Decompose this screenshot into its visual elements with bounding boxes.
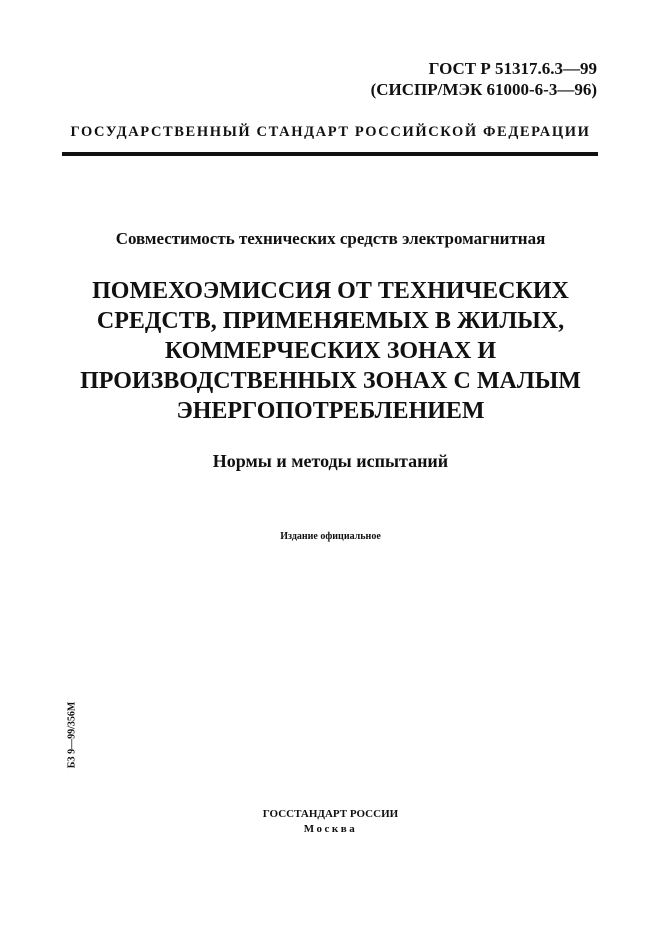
gost-number: ГОСТ Р 51317.6.3—99 [428, 59, 597, 78]
document-designation [371, 58, 597, 100]
main-title-line: СРЕДСТВ, ПРИМЕНЯЕМЫХ В ЖИЛЫХ, [96, 308, 565, 334]
publisher-city: Москва [303, 823, 358, 835]
main-title-line: ПОМЕХОЭМИССИЯ ОТ ТЕХНИЧЕСКИХ [92, 278, 569, 304]
edition-note: Издание официальное [280, 531, 381, 542]
main-title-line: ПРОИЗВОДСТВЕННЫХ ЗОНАХ С МАЛЫМ [80, 368, 581, 394]
publisher-name: ГОССТАНДАРТ РОССИИ [262, 808, 399, 820]
publisher-block [0, 807, 661, 837]
main-title [30, 276, 631, 426]
standard-subject: Совместимость технических средств электромагнитная [115, 229, 546, 248]
main-title-line: КОММЕРЧЕСКИХ ЗОНАХ И [164, 338, 497, 364]
catalog-code: БЗ 9—99/356М [66, 701, 78, 769]
cispr-number: (СИСПР/МЭК 61000-6-3—96) [370, 80, 597, 99]
state-standard-heading: ГОСУДАРСТВЕННЫЙ СТАНДАРТ РОССИЙСКОЙ ФЕДЕРАЦИИ [70, 124, 591, 140]
subtitle: Нормы и методы испытаний [212, 451, 449, 471]
header-divider [62, 152, 598, 156]
main-title-line: ЭНЕРГОПОТРЕБЛЕНИЕМ [176, 398, 485, 424]
